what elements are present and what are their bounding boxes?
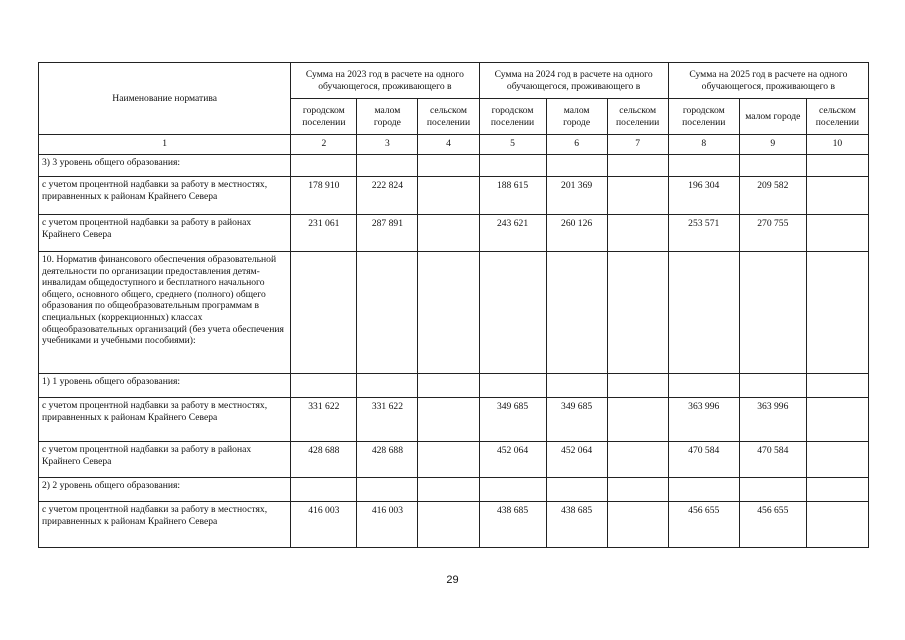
- row-label: 1) 1 уровень общего образования:: [39, 374, 291, 398]
- column-index: 7: [607, 135, 668, 155]
- value-cell: 416 003: [291, 502, 357, 548]
- table-row: [39, 398, 869, 442]
- value-cell: [479, 252, 546, 374]
- value-cell: [357, 374, 418, 398]
- value-cell: [418, 215, 479, 252]
- column-index: 6: [546, 135, 607, 155]
- value-cell: [357, 252, 418, 374]
- value-cell: [607, 252, 668, 374]
- value-cell: [806, 215, 868, 252]
- page-number: 29: [446, 574, 459, 586]
- group-header-2024: Сумма на 2024 год в расчете на одного обучающегося, проживающего в: [479, 63, 668, 99]
- value-cell: 253 571: [668, 215, 739, 252]
- row-label: с учетом процентной надбавки за работу в местностях, приравненных к районам Крайнего Севера: [39, 177, 291, 215]
- sub-header: городском поселении: [479, 99, 546, 135]
- column-index-row: [39, 135, 869, 155]
- value-cell: 260 126: [546, 215, 607, 252]
- value-cell: 222 824: [357, 177, 418, 215]
- table-row: [39, 215, 869, 252]
- column-index: 10: [806, 135, 868, 155]
- value-cell: 416 003: [357, 502, 418, 548]
- value-cell: [806, 252, 868, 374]
- value-cell: [806, 177, 868, 215]
- column-index: 2: [291, 135, 357, 155]
- row-label: с учетом процентной надбавки за работу в местностях, приравненных к районам Крайнего Севера: [39, 398, 291, 442]
- value-cell: 428 688: [357, 442, 418, 478]
- value-cell: 470 584: [668, 442, 739, 478]
- normative-table: [38, 62, 869, 548]
- row-label: 10. Норматив финансового обеспечения образовательной деятельности по организации предоставления детям-инвалидам общедоступного и бесплатного начального общего, основного общего, среднего (полного) общего образования по общеобразовательным программам в специальных (коррекционных) классах общеобразовательных организаций (без учета обеспечения учебниками и учебными пособиями):: [39, 252, 291, 374]
- value-cell: 349 685: [479, 398, 546, 442]
- value-cell: 287 891: [357, 215, 418, 252]
- value-cell: [739, 374, 806, 398]
- column-index: 1: [39, 135, 291, 155]
- table-row: [39, 155, 869, 177]
- value-cell: 456 655: [668, 502, 739, 548]
- value-cell: [418, 502, 479, 548]
- value-cell: [607, 215, 668, 252]
- value-cell: [739, 478, 806, 502]
- value-cell: [607, 374, 668, 398]
- value-cell: [806, 398, 868, 442]
- value-cell: [806, 442, 868, 478]
- table-row: [39, 478, 869, 502]
- value-cell: [291, 252, 357, 374]
- value-cell: [607, 478, 668, 502]
- value-cell: [668, 155, 739, 177]
- row-label: с учетом процентной надбавки за работу в районах Крайнего Севера: [39, 442, 291, 478]
- name-column-header: Наименование норматива: [39, 63, 291, 135]
- value-cell: [668, 478, 739, 502]
- value-cell: [479, 155, 546, 177]
- value-cell: [668, 374, 739, 398]
- value-cell: [806, 374, 868, 398]
- value-cell: [418, 177, 479, 215]
- value-cell: [607, 442, 668, 478]
- value-cell: 231 061: [291, 215, 357, 252]
- value-cell: [418, 398, 479, 442]
- table-row: [39, 502, 869, 548]
- value-cell: [357, 478, 418, 502]
- table-row: [39, 442, 869, 478]
- column-index: 8: [668, 135, 739, 155]
- column-index: 9: [739, 135, 806, 155]
- value-cell: 456 655: [739, 502, 806, 548]
- value-cell: 438 685: [479, 502, 546, 548]
- value-cell: [668, 252, 739, 374]
- sub-header: малом городе: [739, 99, 806, 135]
- value-cell: [739, 155, 806, 177]
- value-cell: 452 064: [479, 442, 546, 478]
- value-cell: 178 910: [291, 177, 357, 215]
- value-cell: [418, 252, 479, 374]
- value-cell: [806, 155, 868, 177]
- value-cell: [418, 442, 479, 478]
- sub-header: малом городе: [546, 99, 607, 135]
- table-row: [39, 374, 869, 398]
- value-cell: 363 996: [739, 398, 806, 442]
- column-index: 3: [357, 135, 418, 155]
- value-cell: [291, 155, 357, 177]
- value-cell: [357, 155, 418, 177]
- value-cell: [418, 478, 479, 502]
- value-cell: [479, 374, 546, 398]
- sub-header: сельском поселении: [806, 99, 868, 135]
- value-cell: 209 582: [739, 177, 806, 215]
- group-header-2025: Сумма на 2025 год в расчете на одного обучающегося, проживающего в: [668, 63, 868, 99]
- value-cell: 438 685: [546, 502, 607, 548]
- table-row: [39, 177, 869, 215]
- row-label: 3) 3 уровень общего образования:: [39, 155, 291, 177]
- row-label: 2) 2 уровень общего образования:: [39, 478, 291, 502]
- sub-header: сельском поселении: [607, 99, 668, 135]
- value-cell: [291, 478, 357, 502]
- value-cell: [739, 252, 806, 374]
- column-index: 4: [418, 135, 479, 155]
- row-label: с учетом процентной надбавки за работу в местностях, приравненных к районам Крайнего Севера: [39, 502, 291, 548]
- value-cell: 331 622: [291, 398, 357, 442]
- value-cell: [607, 155, 668, 177]
- sub-header: малом городе: [357, 99, 418, 135]
- table-row: [39, 252, 869, 374]
- value-cell: 428 688: [291, 442, 357, 478]
- value-cell: [479, 478, 546, 502]
- value-cell: 243 621: [479, 215, 546, 252]
- value-cell: [607, 177, 668, 215]
- value-cell: 270 755: [739, 215, 806, 252]
- value-cell: [418, 155, 479, 177]
- sub-header: городском поселении: [668, 99, 739, 135]
- value-cell: [291, 374, 357, 398]
- value-cell: 452 064: [546, 442, 607, 478]
- value-cell: 331 622: [357, 398, 418, 442]
- group-header-2023: Сумма на 2023 год в расчете на одного обучающегося, проживающего в: [291, 63, 479, 99]
- column-index: 5: [479, 135, 546, 155]
- value-cell: [806, 478, 868, 502]
- value-cell: [546, 374, 607, 398]
- value-cell: 196 304: [668, 177, 739, 215]
- sub-header: городском поселении: [291, 99, 357, 135]
- value-cell: 349 685: [546, 398, 607, 442]
- value-cell: 188 615: [479, 177, 546, 215]
- value-cell: 201 369: [546, 177, 607, 215]
- value-cell: [546, 155, 607, 177]
- value-cell: [607, 398, 668, 442]
- value-cell: [418, 374, 479, 398]
- value-cell: [806, 502, 868, 548]
- value-cell: 363 996: [668, 398, 739, 442]
- value-cell: [546, 252, 607, 374]
- row-label: с учетом процентной надбавки за работу в районах Крайнего Севера: [39, 215, 291, 252]
- sub-header: сельском поселении: [418, 99, 479, 135]
- value-cell: [607, 502, 668, 548]
- value-cell: [546, 478, 607, 502]
- value-cell: 470 584: [739, 442, 806, 478]
